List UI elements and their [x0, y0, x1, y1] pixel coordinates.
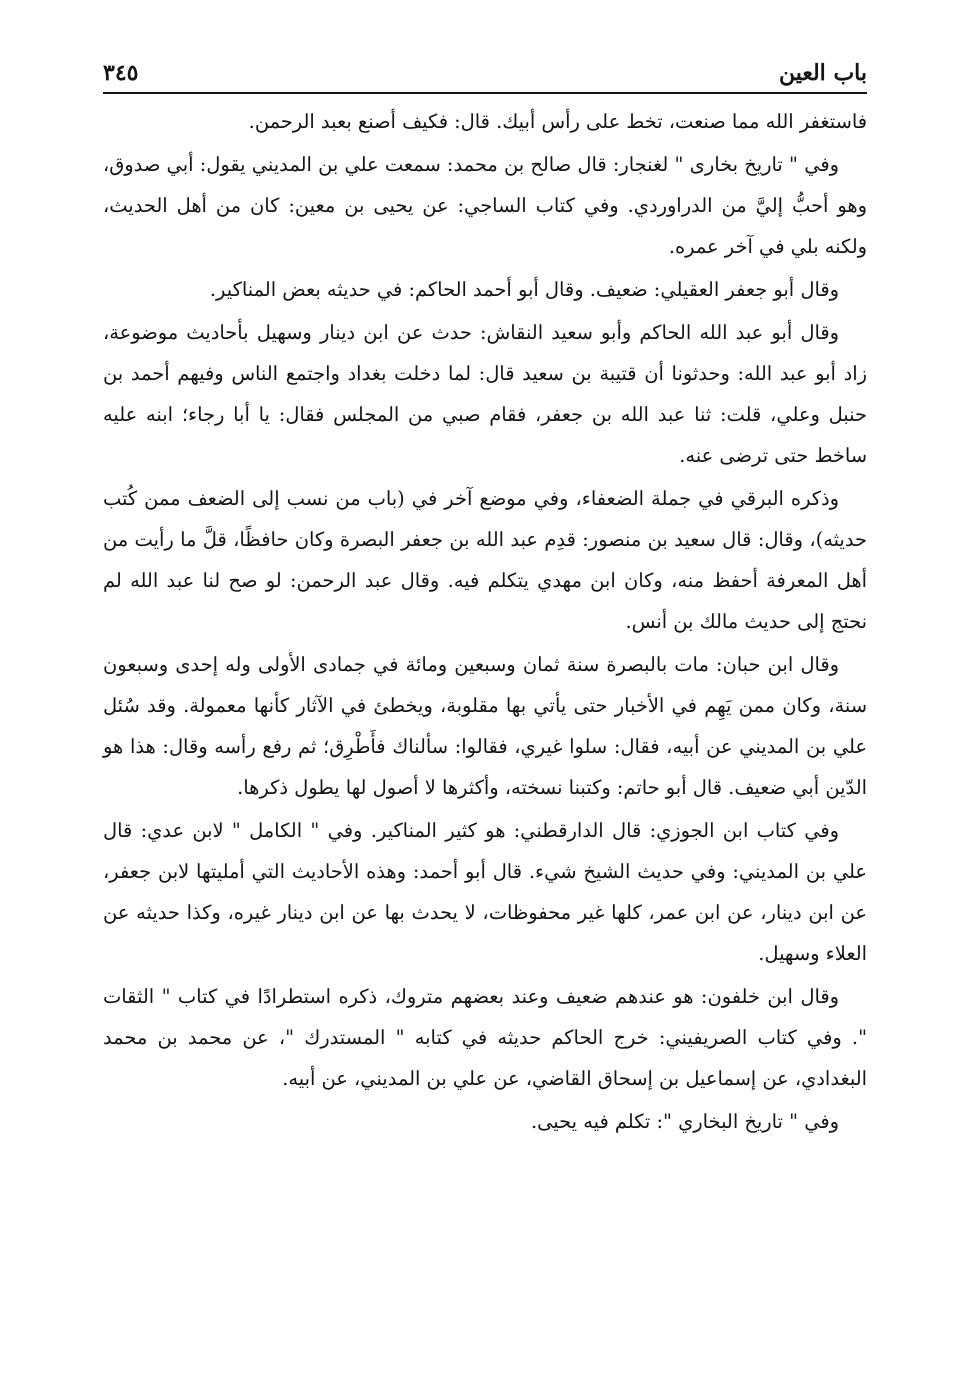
paragraph: وفي " تاريخ بخارى " لغنجار: قال صالح بن محمد: سمعت علي بن المديني يقول: أبي صدوق، وهو أحبُّ إليَّ من الدراوردي. وفي كتاب الساجي: عن يحيى بن معين: كان من أهل الحديث، ولكنه بلي في آخر عمره. — [103, 153, 867, 258]
chapter-title: باب العين — [778, 60, 867, 86]
paragraph: فاستغفر الله مما صنعت، تخط على رأس أبيك. قال: فكيف أصنع بعبد الرحمن. — [248, 110, 867, 133]
body-text — [103, 101, 867, 1142]
paragraph: وقال ابن خلفون: هو عندهم ضعيف وعند بعضهم متروك، ذكره استطرادًا في كتاب " الثقات ". وفي كتاب الصريفيني: خرج الحاكم حديثه في كتابه " المستدرك "، عن محمد بن محمد البغدادي، عن إسماعيل بن إسحاق القاضي، عن علي بن المديني، عن أبيه. — [103, 985, 867, 1090]
page-header — [103, 54, 867, 92]
paragraph: وقال أبو عبد الله الحاكم وأبو سعيد النقاش: حدث عن ابن دينار وسهيل بأحاديث موضوعة، زاد أبو عبد الله: وحدثونا أن قتيبة بن سعيد قال: لما دخلت بغداد واجتمع الناس وفيهم أحمد بن حنبل وعلي، قلت: ثنا عبد الله بن جعفر، فقام صبي من المجلس فقال: يا أبا رجاء؛ ابنه عليه ساخط حتى ترضى عنه. — [103, 321, 867, 467]
header-divider — [103, 92, 867, 94]
paragraph: وقال ابن حبان: مات بالبصرة سنة ثمان وسبعين ومائة في جمادى الأولى وله إحدى وسبعون سنة، وكان ممن يَهِم في الأخبار حتى يأتي بها مقلوبة، ويخطئ في الآثار كأنها معمولة. وقد سُئل علي بن المديني عن أبيه، فقال: سلوا غيري، فقالوا: سألناك فأَطْرِق؛ ثم رفع رأسه وقال: هذا هو الدّين أبي ضعيف. قال أبو حاتم: وكتبنا نسخته، وأكثرها لا أصول لها يطول ذكرها. — [103, 653, 867, 799]
page-number: ٣٤٥ — [103, 60, 139, 86]
paragraph: وفي كتاب ابن الجوزي: قال الدارقطني: هو كثير المناكير. وفي " الكامل " لابن عدي: قال علي بن المديني: وفي حديث الشيخ شيء. قال أبو أحمد: وهذه الأحاديث التي أمليتها لابن جعفر، عن ابن دينار، عن ابن عمر، كلها غير محفوظات، لا يحدث بها عن ابن دينار غيره، وكذا حديثه عن العلاء وسهيل. — [103, 819, 867, 965]
paragraph: وذكره البرقي في جملة الضعفاء، وفي موضع آخر في (باب من نسب إلى الضعف ممن كُتب حديثه)، وقال: قال سعيد بن منصور: قدِم عبد الله بن جعفر البصرة وكان حافظًا، قلَّ ما رأيت من أهل المعرفة أحفظ منه، وكان ابن مهدي يتكلم فيه. وقال عبد الرحمن: لو صح لنا عبد الله لم نحتج إلى حديث مالك بن أنس. — [103, 487, 867, 633]
page — [103, 54, 867, 1144]
paragraph: وقال أبو جعفر العقيلي: ضعيف. وقال أبو أحمد الحاكم: في حديثه بعض المناكير. — [209, 278, 839, 301]
paragraph: وفي " تاريخ البخاري ": تكلم فيه يحيى. — [530, 1110, 839, 1133]
